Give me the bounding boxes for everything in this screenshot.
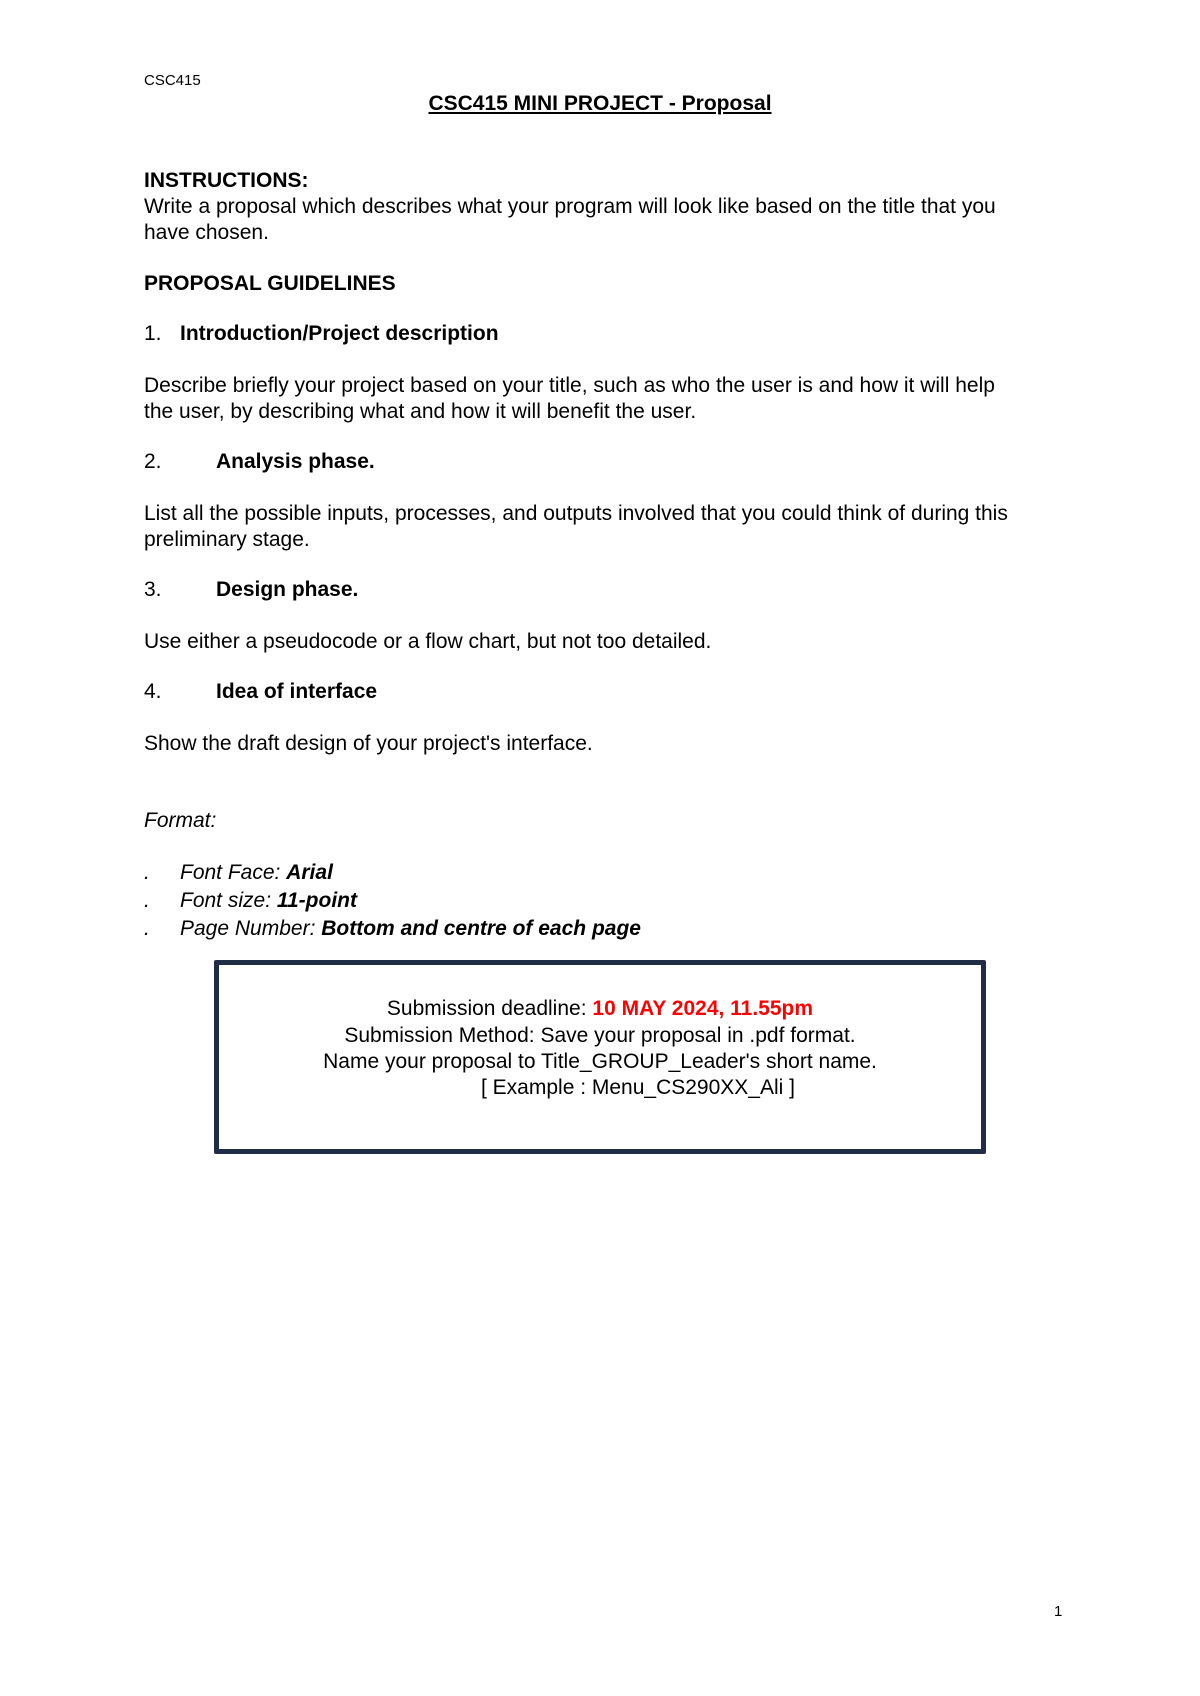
section-3-heading: [144, 578, 358, 602]
deadline-label: Submission deadline:: [386, 997, 593, 1020]
instructions-line-1: Write a proposal which describes what your program will look like based on the title that you: [144, 195, 996, 218]
format-label: Font size:: [180, 889, 277, 912]
format-label: Page Number:: [180, 917, 322, 940]
section-4-number: 4.: [144, 680, 162, 703]
format-item-font-face: [144, 861, 333, 885]
section-4-line-1: Show the draft design of your project's interface.: [144, 732, 593, 755]
format-label: Font Face:: [180, 861, 287, 884]
format-value: Bottom and centre of each page: [321, 917, 641, 940]
section-2-line-2: preliminary stage.: [144, 528, 310, 551]
document-title: CSC415 MINI PROJECT - Proposal: [428, 92, 772, 115]
format-value: Arial: [286, 861, 333, 884]
format-value: 11-point: [276, 889, 357, 912]
method-label: Submission Method: Save your proposal in: [344, 1024, 750, 1047]
section-1-line-1: Describe briefly your project based on your title, such as who the user is and how it will help: [144, 374, 995, 397]
format-bullet: .: [144, 861, 150, 884]
submission-method: [214, 1024, 986, 1048]
section-3-number: 3.: [144, 578, 162, 601]
section-2-line-1: List all the possible inputs, processes, and outputs involved that you could think of during this: [144, 502, 1008, 525]
section-2-number: 2.: [144, 450, 162, 473]
section-1-number: 1.: [144, 322, 162, 345]
section-1-line-2: the user, by describing what and how it will benefit the user.: [144, 400, 697, 423]
header-course-code: CSC415: [144, 72, 201, 89]
section-4-heading: [144, 680, 377, 704]
format-item-font-size: [144, 889, 357, 913]
instructions-line-2: have chosen.: [144, 221, 269, 244]
section-3-line-1: Use either a pseudocode or a flow chart, but not too detailed.: [144, 630, 712, 653]
section-1-heading: [144, 322, 499, 346]
instructions-heading: INSTRUCTIONS:: [144, 169, 309, 192]
submission-example: [ Example : Menu_CS290XX_Ali ]: [481, 1076, 795, 1099]
deadline-value: 10 MAY 2024, 11.55pm: [592, 997, 814, 1020]
section-1-title: Introduction/Project description: [180, 322, 499, 345]
section-4-title: Idea of interface: [216, 680, 378, 703]
method-value: .pdf format.: [749, 1024, 856, 1047]
format-heading: Format:: [144, 809, 217, 832]
format-item-page-number: [144, 917, 641, 941]
section-2-title: Analysis phase.: [216, 450, 375, 473]
guidelines-heading: PROPOSAL GUIDELINES: [144, 272, 396, 295]
submission-naming: Name your proposal to Title_GROUP_Leader's short name.: [323, 1050, 877, 1073]
submission-deadline: [214, 997, 986, 1021]
format-bullet: .: [144, 917, 150, 940]
page-number: 1: [1054, 1603, 1063, 1620]
section-3-title: Design phase.: [216, 578, 359, 601]
section-2-heading: [144, 450, 375, 474]
format-bullet: .: [144, 889, 150, 912]
